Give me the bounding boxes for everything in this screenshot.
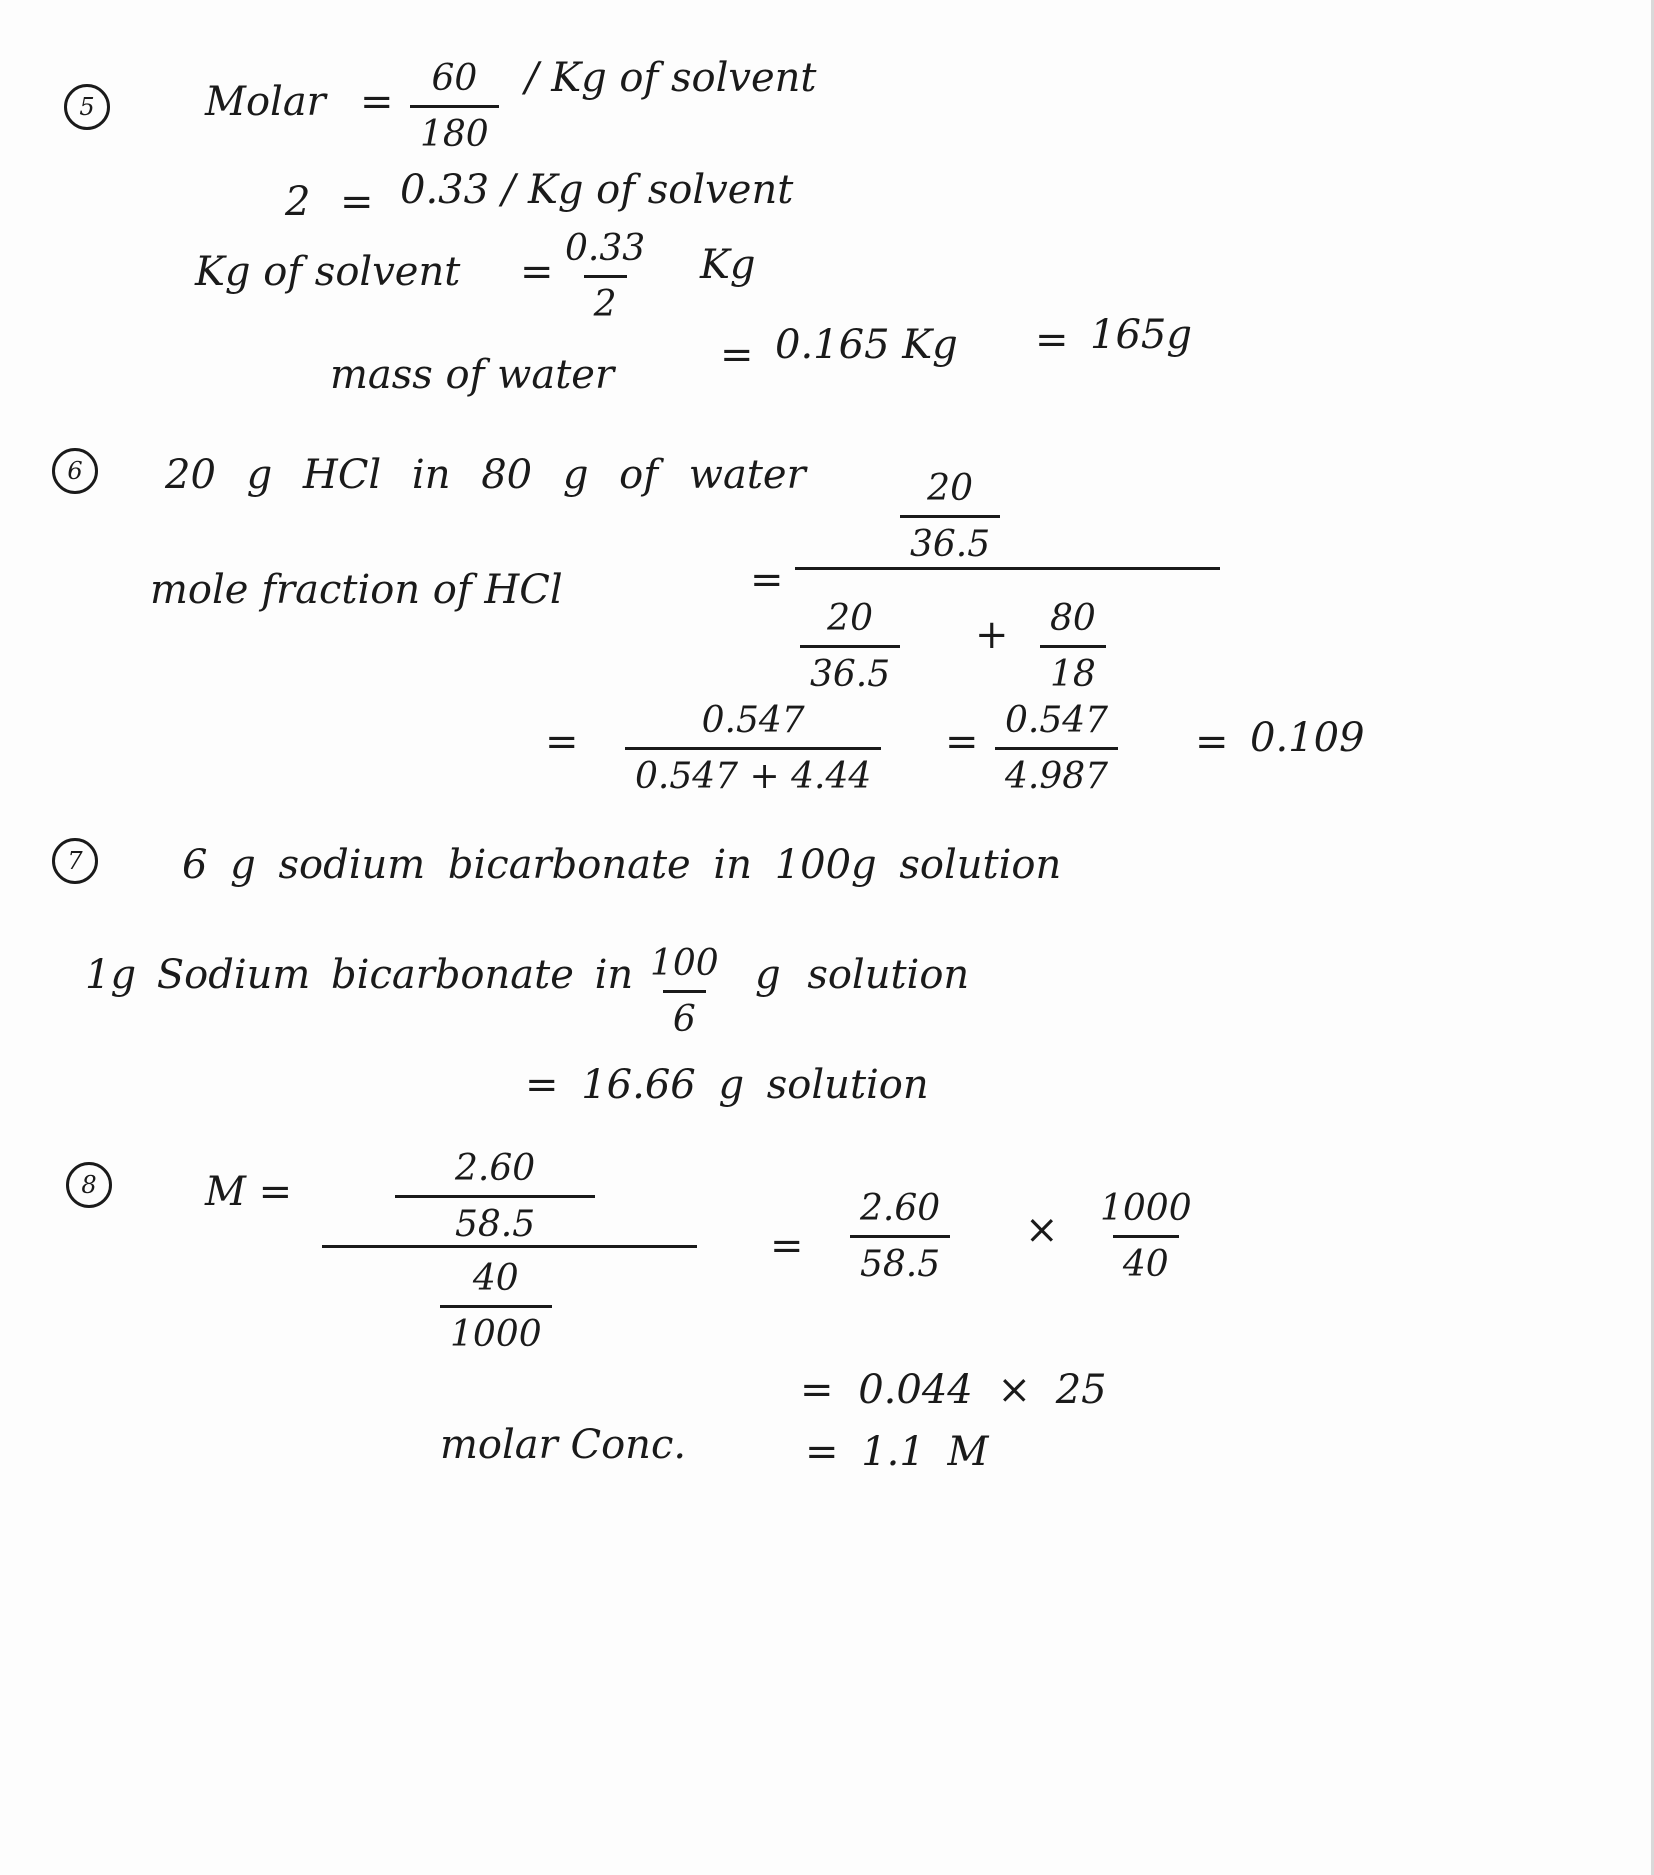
q6-main-fraction-bar [795,567,1220,570]
q6-eq-2: = [545,719,579,765]
q5-eq-5: = [1035,317,1069,363]
q5-unit-kg: Kg [700,242,756,288]
q8-eq-1: = [770,1223,804,1269]
q6-result-0.109: 0.109 [1250,715,1365,761]
q5-mass-of-water-label: mass of water [330,352,615,398]
q7-result-line: = 16.66 g solution [525,1062,929,1108]
q5-lhs-2: 2 [285,179,311,225]
q6-eq-3: = [945,719,979,765]
q5-per-kg-solvent: / Kg of solvent [525,55,817,101]
q8-M-equals: M = [205,1169,293,1215]
q5-eq-4: = [720,332,754,378]
question-6-number: 6 [52,448,98,494]
q6-statement: 20 g HCl in 80 g of water [165,452,806,498]
q7-fraction-100-6: $\frac{100}{6}$ [650,943,719,1040]
q6-fraction-0.547-4.987: $\frac{0.547}{4.987}$ [995,700,1118,797]
q5-eq-3: = [520,249,554,295]
q8-upper-fraction-2.60-58.5: $\frac{2.60}{58.5}$ [395,1148,595,1245]
question-8-number: 8 [66,1162,112,1208]
q8-fraction-2.60-58.5: $\frac{2.60}{58.5}$ [850,1188,950,1285]
q6-bottom-fraction-20-36.5: $\frac{20}{36.5}$ [800,598,900,695]
q8-main-fraction-bar [322,1245,697,1248]
q6-plus: + [975,612,1009,658]
q6-fraction-0.547-over-sum: $\frac{0.547}{0.547 + 4.44}$ [625,700,881,797]
q5-eq-2: = [340,179,374,225]
q5-fraction-60-180: $\frac{60}{180}$ [410,58,499,155]
q8-step-0.044x25: = 0.044 × 25 [800,1367,1107,1413]
q5-165g: 165g [1090,312,1192,358]
q5-0.33-per-kg: 0.33 / Kg of solvent [400,167,794,213]
q6-mole-fraction-label: mole fraction of HCl [150,567,563,613]
q5-fraction-0.33-2: $\frac{0.33}{2}$ [565,228,646,325]
question-7-number: 7 [52,838,98,884]
q5-0.165-kg: 0.165 Kg [775,322,958,368]
q6-bottom-fraction-80-18: $\frac{80}{18}$ [1040,598,1106,695]
q8-times: × [1025,1207,1059,1253]
q8-result-1.1M: = 1.1 M [805,1429,989,1475]
q6-top-fraction-20-36.5: $\frac{20}{36.5}$ [900,468,1000,565]
q7-statement: 6 g sodium bicarbonate in 100g solution [182,842,1062,888]
q5-eq-1: = [360,79,394,125]
q8-molar-conc-label: molar Conc. [440,1422,687,1468]
q7-line2-suffix: g solution [755,952,970,998]
question-5-number: 5 [64,84,110,130]
q8-fraction-1000-40: $\frac{1000}{40}$ [1100,1188,1192,1285]
q7-line2-prefix: 1g Sodium bicarbonate in [85,952,634,998]
q6-eq-4: = [1195,719,1229,765]
q5-molar-label: Molar [205,79,326,125]
q8-lower-fraction-40-1000: $\frac{40}{1000}$ [440,1258,552,1355]
q6-eq-1: = [750,557,784,603]
q5-kg-of-solvent-label: Kg of solvent [195,249,461,295]
